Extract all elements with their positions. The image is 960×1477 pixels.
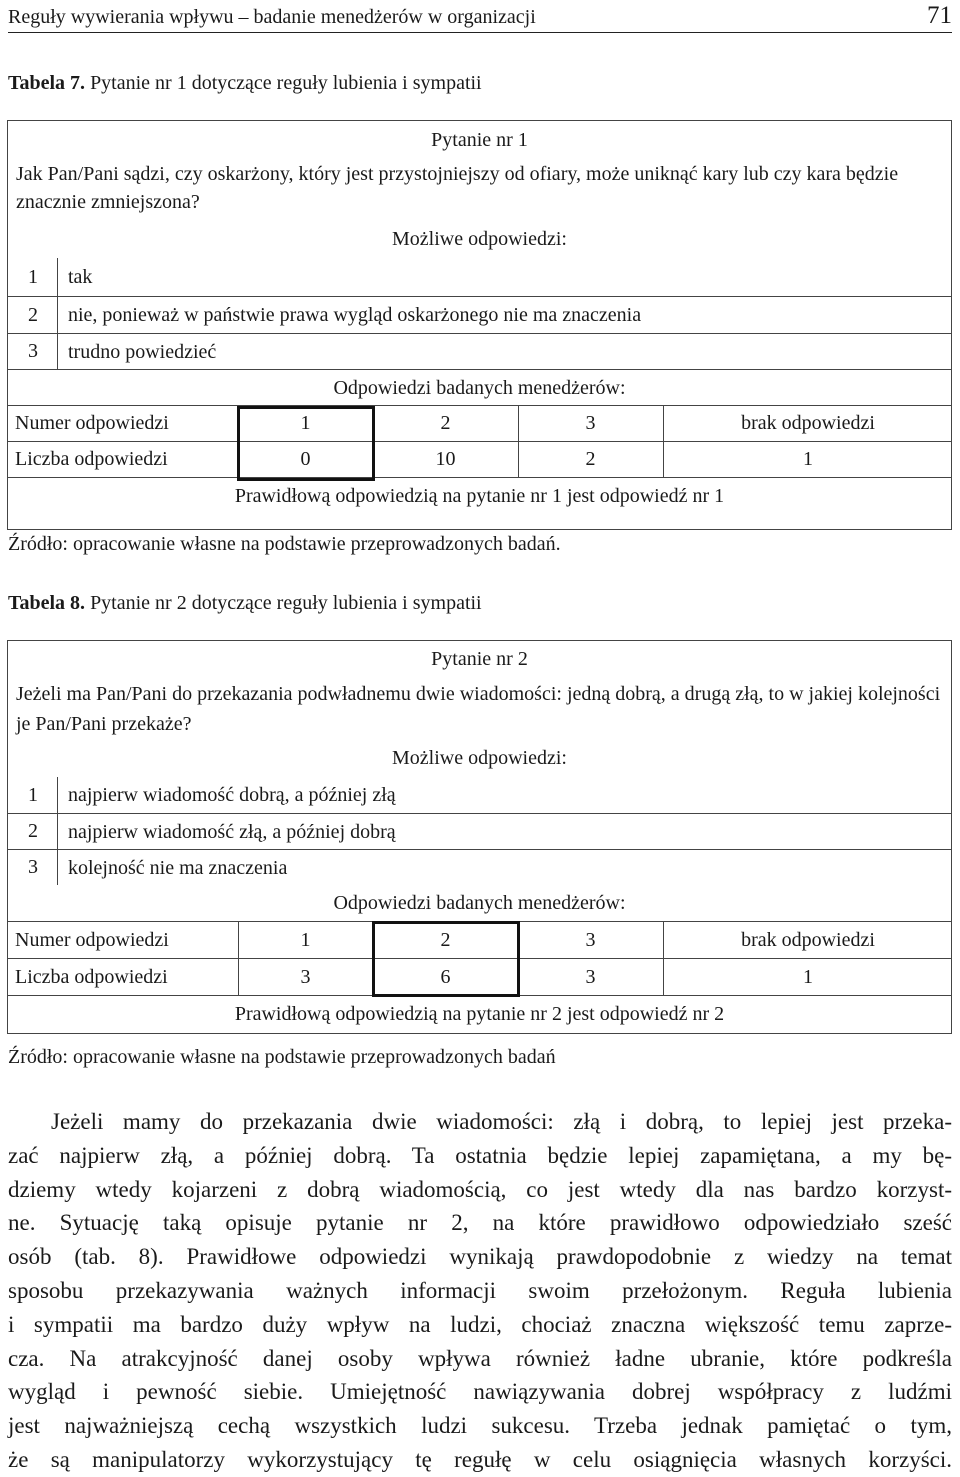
table8-possible-answers-row <box>8 739 951 777</box>
table8-responses-label: Odpowiedzi badanych menedżerów: <box>333 892 626 914</box>
paragraph-line: jest najważniejszą cechą wszystkich ludzi sukcesu. Trzeba jednak pamiętać o tym, <box>8 1413 952 1439</box>
table7-caption-label: Tabela 7. <box>8 72 86 94</box>
table7-correct-row <box>8 477 951 514</box>
table7-answer-row-2 <box>8 296 951 333</box>
table7-question-text: Jak Pan/Pani sądzi, czy oskarżony, który jest przystojniejszy od ofiary, może uniknąć kary lub czy kara będzie znacznie zmniejszona? <box>16 163 899 213</box>
table8-answer-row-3 <box>8 849 951 885</box>
table7-answer-row-3 <box>8 333 951 369</box>
table8-possible-label: Możliwe odpowiedzi: <box>392 747 567 769</box>
running-header-title: Reguły wywierania wpływu – badanie menedżerów w organizacji <box>8 6 536 28</box>
table7-answer-row-1 <box>8 258 951 296</box>
paragraph-line: wygląd i pewność siebie. Umiejętność nawiązywania dobrej współpracy z ludźmi <box>8 1379 952 1405</box>
table7-possible-answers-row <box>8 220 951 258</box>
table7-numer-label: Numer odpowiedzi <box>15 412 169 434</box>
table8-question-text: Jeżeli ma Pan/Pani do przekazania podwładnemu dwie wiadomości: jedną dobrą, a drugą złą, to w jakiej kolejności je Pan/Pani przekaże? <box>16 683 941 735</box>
table8-answer-2-text: najpierw wiadomość złą, a później dobrą <box>68 821 396 843</box>
table8-answer-2-number: 2 <box>8 814 58 849</box>
table7-liczba-row <box>8 441 951 477</box>
table7-liczba-2: 10 <box>435 448 456 470</box>
table7-liczba-1: 0 <box>300 448 311 470</box>
table7-question-row <box>8 159 951 220</box>
table8-numer-none: brak odpowiedzi <box>741 928 875 951</box>
table8-caption-text: Pytanie nr 2 dotyczące reguły lubienia i sympatii <box>90 592 482 614</box>
paragraph-line: dziemy wtedy kojarzeni z dobrą wiadomością, co jest wtedy dla nas bardzo korzyst- <box>8 1176 952 1202</box>
table8-correct-row <box>8 995 951 1032</box>
table8-caption-label: Tabela 8. <box>8 592 86 614</box>
table8-correct-answer-highlight <box>372 921 520 997</box>
table7-source: Źródło: opracowanie własne na podstawie przeprowadzonych badań. <box>8 533 561 555</box>
table7-numer-row <box>8 405 951 441</box>
table7-responses-label-row <box>8 369 951 405</box>
table7-answer-2-text: nie, ponieważ w państwie prawa wygląd oskarżonego nie ma znaczenia <box>68 304 642 326</box>
paragraph-line: cza. Na atrakcyjność danej osoby wpływa również ładne ubranie, które podkreśla <box>8 1345 952 1371</box>
table7-caption <box>8 72 482 95</box>
table8-answer-3-text: kolejność nie ma znaczenia <box>68 857 288 879</box>
table7-liczba-3: 2 <box>585 448 596 470</box>
table7-correct-answer-highlight <box>237 406 375 481</box>
table8-question-title-row <box>8 641 951 677</box>
table7-possible-label: Możliwe odpowiedzi: <box>392 228 567 250</box>
table8-caption <box>8 592 482 615</box>
table7-question-title-row <box>8 121 951 159</box>
table7-answer-3-text: trudno powiedzieć <box>68 341 217 363</box>
table8-liczba-label: Liczba odpowiedzi <box>15 965 168 988</box>
table8-numer-3: 3 <box>585 928 596 951</box>
table8-liczba-1: 3 <box>300 965 311 988</box>
table8-answer-row-1 <box>8 777 951 813</box>
table7 <box>7 120 952 530</box>
table7-numer-1: 1 <box>300 412 311 434</box>
table8-answer-1-number: 1 <box>8 777 58 813</box>
table7-answer-2-number: 2 <box>8 297 58 333</box>
table7-responses-label: Odpowiedzi badanych menedżerów: <box>333 377 626 399</box>
table8-question-title: Pytanie nr 2 <box>431 648 528 670</box>
running-header <box>8 0 952 33</box>
table7-numer-2: 2 <box>440 412 451 434</box>
table8-answer-1-text: najpierw wiadomość dobrą, a później złą <box>68 784 396 806</box>
paragraph-line: Jeżeli mamy do przekazania dwie wiadomości: złą i dobrą, to lepiej jest przeka- <box>51 1109 952 1134</box>
table8-source: Źródło: opracowanie własne na podstawie przeprowadzonych badań <box>8 1046 556 1068</box>
table8-liczba-3: 3 <box>585 965 596 988</box>
paragraph-line: sposobu przekazywania ważnych informacji swoim przełożonym. Reguła lubienia <box>8 1277 952 1303</box>
table8-numer-2: 2 <box>440 928 451 951</box>
paragraph-line: i sympatii ma bardzo duży wpływ na ludzi, chociaż znaczna większość temu zaprze- <box>8 1311 952 1337</box>
paragraph-line: zać najpierw złą, a później dobrą. Ta ostatnia będzie lepiej zapamiętana, a my bę- <box>8 1142 952 1168</box>
table7-answer-3-number: 3 <box>8 334 58 369</box>
paragraph-line: ne. Sytuację taką opisuje pytanie nr 2, na które prawidłowo odpowiedziało sześć <box>8 1210 952 1236</box>
body-paragraph <box>8 1105 952 1477</box>
paragraph-line: że są manipulatorzy wykorzystujący tę regułę w celu osiągnięcia własnych korzyści. <box>8 1446 952 1472</box>
table8-correct-text: Prawidłową odpowiedzią na pytanie nr 2 jest odpowiedź nr 2 <box>234 1003 725 1025</box>
table8-responses-label-row <box>8 885 951 921</box>
table7-numer-3: 3 <box>585 412 596 434</box>
table7-correct-text: Prawidłową odpowiedzią na pytanie nr 1 jest odpowiedź nr 1 <box>234 485 725 507</box>
table8 <box>7 640 952 1034</box>
table8-question-row <box>8 677 951 739</box>
table7-liczba-none: 1 <box>803 448 813 470</box>
table8-numer-label: Numer odpowiedzi <box>15 928 169 951</box>
table7-liczba-label: Liczba odpowiedzi <box>15 448 168 470</box>
table8-answer-3-number: 3 <box>8 850 58 885</box>
paragraph-line: osób (tab. 8). Prawidłowe odpowiedzi wynikają prawdopodobnie z wiedzy na temat <box>8 1244 952 1270</box>
table7-answer-1-text: tak <box>68 266 93 288</box>
table8-answer-row-2 <box>8 813 951 849</box>
table8-numer-1: 1 <box>300 928 311 951</box>
page-number: 71 <box>927 2 952 29</box>
table8-liczba-2: 6 <box>440 965 451 988</box>
table7-question-title: Pytanie nr 1 <box>431 129 528 151</box>
table7-caption-text: Pytanie nr 1 dotyczące reguły lubienia i sympatii <box>90 72 482 94</box>
table7-answer-1-number: 1 <box>8 258 58 296</box>
table8-liczba-none: 1 <box>803 965 813 988</box>
table7-numer-none: brak odpowiedzi <box>741 412 875 434</box>
